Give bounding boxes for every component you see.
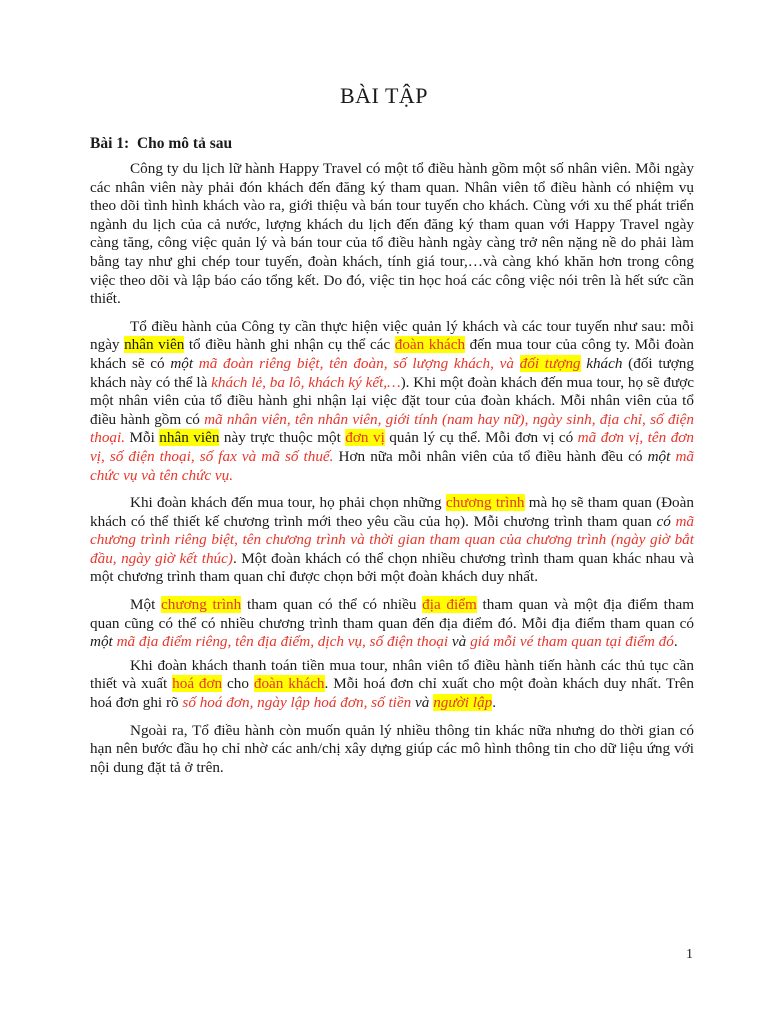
italic-run: một [170, 354, 199, 372]
text-run: Khi đoàn khách đến mua tour, họ phải chọn những [130, 494, 446, 512]
attribute-list-position: mã chức vụ và tên chức vụ. [90, 447, 695, 484]
text-run: này trực thuộc một [219, 429, 346, 447]
italic-run: một [647, 447, 676, 465]
paragraph-location [90, 596, 694, 652]
text-run: . [492, 694, 496, 712]
text-run: Mỗi [125, 429, 160, 447]
highlight-program: chương trình [445, 494, 525, 512]
attribute-list-employee: mã nhân viên, tên nhân viên, giới tính (nam hay nữ), ngày sinh, địa chỉ, số điện thoại. [90, 410, 694, 447]
text-run: Hơn nữa mỗi nhân viên của tổ điều hành đều có [333, 447, 648, 465]
text-run: tham quan có thể có nhiều [241, 596, 423, 614]
paragraph-invoice [90, 657, 694, 713]
attribute-list-program: mã chương trình riêng biệt, tên chương trình và thời gian tham quan của chương trình (ngày giờ bắt đầu, ngày giờ kết thúc) [90, 512, 694, 567]
attribute-list-invoice: số hoá đơn, ngày lập hoá đơn, số tiền [182, 694, 412, 712]
highlight-group: đoàn khách [394, 336, 466, 354]
attribute-list-location: mã địa điểm riêng, tên địa điểm, dịch vụ, số điện thoại [116, 633, 449, 651]
highlight-unit: đơn vị [345, 429, 385, 447]
text-run: tổ điều hành ghi nhận cụ thể các [184, 336, 395, 354]
attribute-list-unit: mã đơn vị, tên đơn vị, số điện thoại, số fax và mã số thuế. [90, 429, 694, 465]
text-run: tham quan và một địa điểm tham quan cũng có thể có nhiều chương trình tham quan đến địa điểm đó. Mỗi địa điểm tham quan có [90, 596, 695, 632]
text-run: ). Khi một đoàn khách đến mua tour, họ sẽ được một nhân viên của tổ điều hành ghi nhận lại việc đặt tour của đoàn khách. Mỗi nhân viên của tổ điều hành gồm có [90, 373, 694, 428]
text-run: Tổ điều hành của Công ty cần thực hiện việc quản lý khách và các tour tuyến như sau: mỗi ngày [90, 317, 694, 354]
italic-run: và [411, 694, 434, 712]
italic-run: khách [580, 354, 623, 372]
text-run: cho [222, 675, 254, 693]
highlight-issuer: người lập [433, 694, 493, 712]
text-run: Một [130, 596, 162, 614]
attribute-list-group: mã đoàn riêng biệt, tên đoàn, số lượng khách, và [198, 354, 520, 372]
italic-run: có [656, 512, 676, 530]
highlight-customer-type: đối tượng [519, 354, 581, 372]
paragraph-program [90, 494, 694, 587]
highlight-location: địa điểm [422, 596, 477, 614]
text-run: . Một đoàn khách có thể chọn nhiều chương trình tham quan khác nhau và một chương trình tham quan chỉ được chọn bởi một đoàn khách duy nhất. [90, 549, 694, 586]
text-run: . [673, 633, 678, 651]
text-run: . Mỗi hoá đơn chỉ xuất cho một đoàn khách duy nhất. Trên hoá đơn ghi rõ [90, 675, 694, 712]
exercise-heading [90, 135, 232, 153]
highlight-program-2: chương trình [161, 596, 242, 614]
paragraph-intro: Công ty du lịch lữ hành Happy Travel có một tổ điều hành gồm một số nhân viên. Mỗi ngày các nhân viên này phải đón khách đến đăng ký tham quan. Nhân viên tổ điều hành có nhiệm vụ theo dõi tình hình khách vào ra, giới thiệu và bán tour tuyến cho khách. Cùng với xu thế phát triển ngành du lịch của cả nước, lượng khách du lịch đến đăng ký tham quan với Happy Travel ngày càng tăng, công việc quản lý và bán tour của tổ điều hành ngày càng trở nên nặng nề do phải làm bằng tay như ghi chép tour tuyến, đoàn khách, tính giá tour,…và càng khó khăn hơn trong công việc theo dõi và lập báo cáo tổng kết. Do đó, việc tin học hoá các công việc nói trên là hết sức cần thiết. [90, 160, 694, 308]
highlight-invoice: hoá đơn [172, 675, 223, 693]
paragraph-management [90, 318, 694, 485]
text-run: (đối tượng khách này có thể là [90, 354, 694, 391]
text-run: mà họ sẽ tham quan (Đoàn khách có thể thiết kế chương trình mới theo yêu cầu của họ). Mỗi chương trình tham quan [90, 494, 694, 530]
attribute-ticket-price: giá mỗi vé tham quan tại điểm đó [470, 633, 674, 651]
page-title: BÀI TẬP [339, 83, 429, 108]
page-number: 1 [686, 947, 693, 962]
text-run: đến mua tour của công ty. Mỗi đoàn khách sẽ có [90, 336, 695, 372]
text-run: Khi đoàn khách thanh toán tiền mua tour, nhân viên tổ điều hành tiến hành các thủ tục cần thiết và xuất [90, 656, 694, 693]
paragraph-closing: Ngoài ra, Tổ điều hành còn muốn quản lý nhiều thông tin khác nữa nhưng do thời gian có hạn nên bước đầu họ chỉ nhờ các anh/chị xây dựng giúp các mô hình thông tin cho dữ liệu ứng với nội dung đặt tả ở trên. [90, 721, 694, 776]
highlight-employee: nhân viên [124, 336, 185, 354]
italic-run: và [448, 633, 471, 651]
highlight-group-2: đoàn khách [253, 675, 325, 693]
exercise-heading-text: Cho mô tả sau [136, 135, 233, 152]
document-body [90, 160, 694, 786]
text-run: quản lý cụ thể. Mỗi đơn vị có [384, 429, 578, 447]
highlight-employee-2: nhân viên [159, 429, 220, 447]
attribute-list-customer-type: khách lẻ, ba lô, khách ký kết,… [211, 373, 401, 391]
italic-run: một [90, 633, 117, 651]
exercise-label: Bài 1: [90, 135, 130, 152]
